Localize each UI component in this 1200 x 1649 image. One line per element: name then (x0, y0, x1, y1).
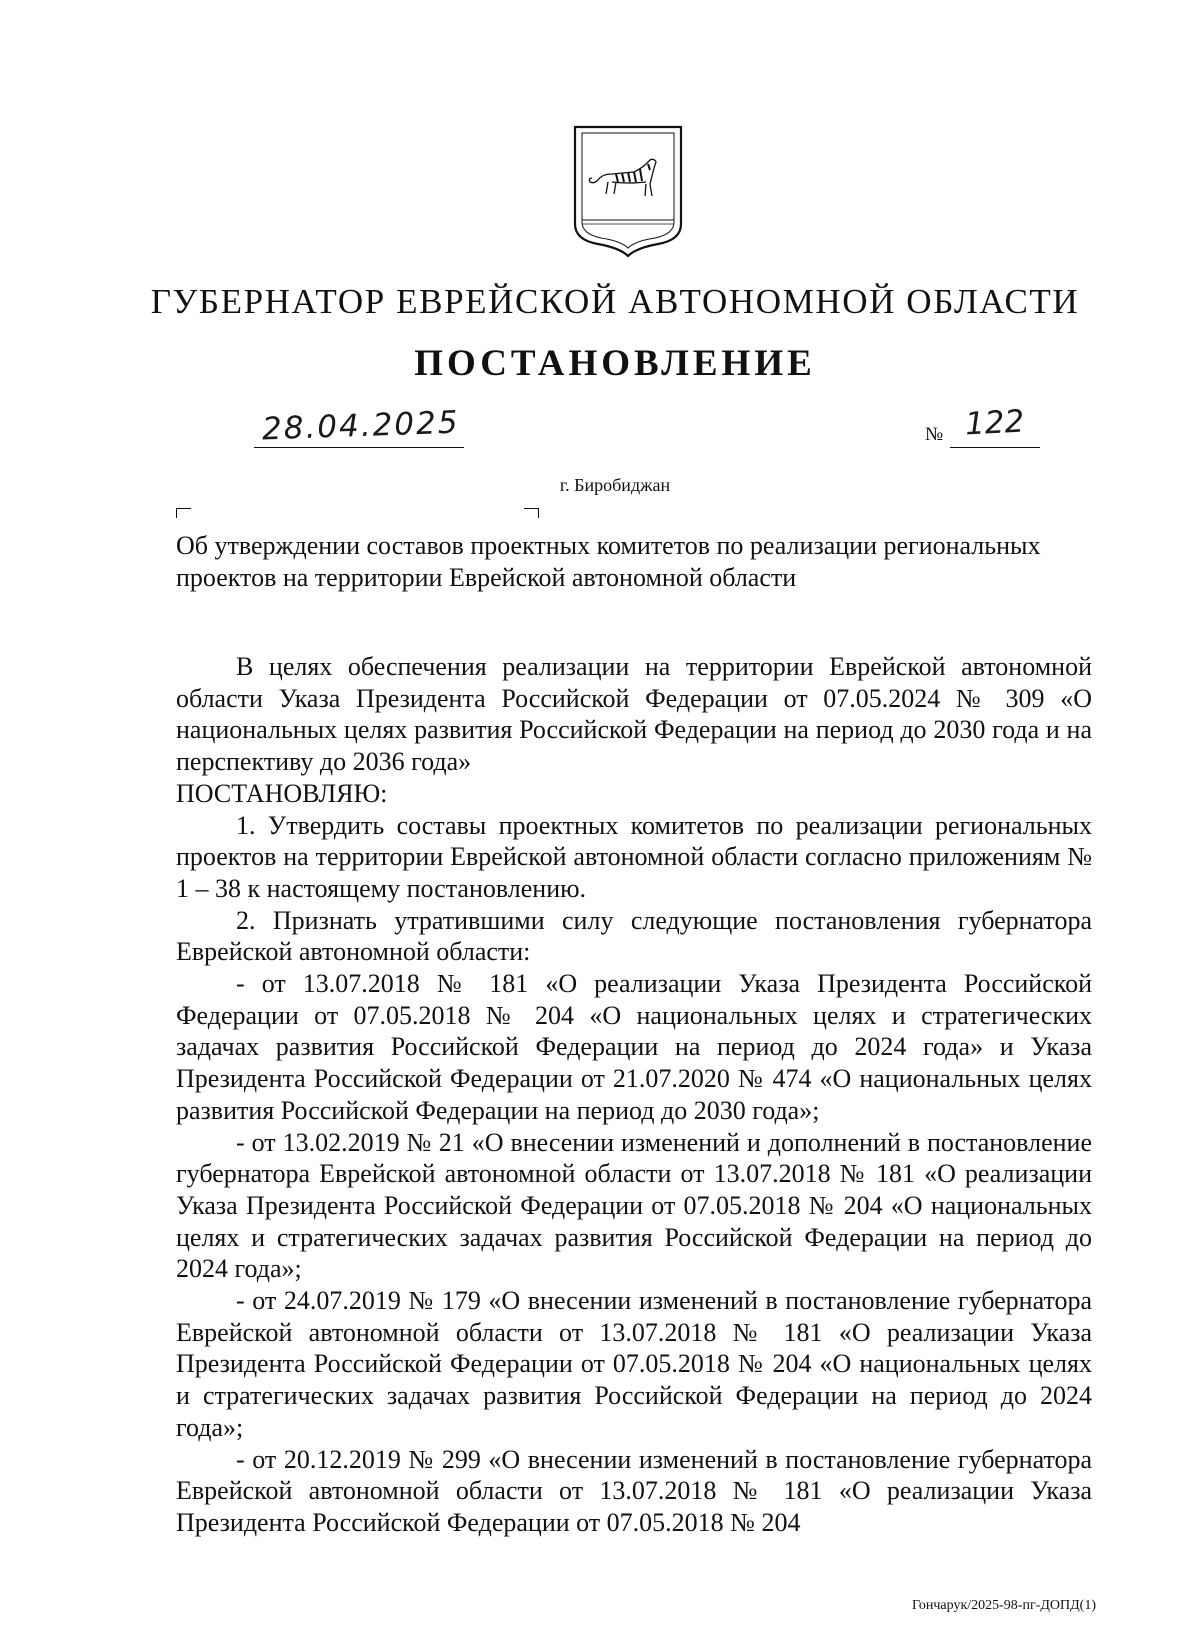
subject-corner-mark-right (524, 508, 539, 518)
item-2-paragraph: 2. Признать утратившими силу следующие постановления губернатора Еврейской автономной области: (176, 905, 1092, 967)
issuing-authority: ГУБЕРНАТОР ЕВРЕЙСКОЙ АВТОНОМНОЙ ОБЛАСТИ (150, 282, 1080, 321)
number-underline (950, 447, 1040, 448)
number-sign: № (925, 424, 944, 445)
handwritten-date: 28.04.2025 (261, 404, 461, 448)
date-underline (254, 447, 464, 448)
item-1-paragraph: 1. Утвердить составы проектных комитетов по реализации региональных проектов на территории Еврейской автономной области согласно приложениям № 1 – 38 к настоящему постановлению. (176, 810, 1092, 903)
preamble-paragraph: В целях обеспечения реализации на территории Еврейской автономной области Указа Президента Российской Федерации от 07.05.2024 № 309 «О национальных целях развития Российской Федерации на период до 2030 года и на перспективу до 2036 года» (176, 652, 1092, 777)
repeal-item-2: - от 13.02.2019 № 21 «О внесении изменений и дополнений в постановление губернатора Еврейской автономной области от 13.07.2018 № 181 «О реализации Указа Президента Российской Федерации от 07.05.2018 № 204 «О национальных целях и стратегических задачах развития Российской Федерации на период до 2024 года»; (176, 1127, 1092, 1284)
repeal-item-4: - от 20.12.2019 № 299 «О внесении изменений в постановление губернатора Еврейской автономной области от 13.07.2018 № 181 «О реализации Указа Президента Российской Федерации от 07.05.2018 № 204 (176, 1444, 1092, 1537)
handwritten-number: 122 (964, 403, 1026, 443)
tiger-coat-of-arms-icon (572, 124, 684, 258)
document-body (176, 651, 1092, 1539)
document-type-title: ПОСТАНОВЛЕНИЕ (414, 343, 816, 384)
subject-corner-mark-left (176, 508, 191, 518)
issue-city: г. Биробиджан (559, 475, 671, 495)
repeal-item-3: - от 24.07.2019 № 179 «О внесении изменений в постановление губернатора Еврейской автономной области от 13.07.2018 № 181 «О реализации Указа Президента Российской Федерации от 07.05.2018 № 204 «О национальных целях и стратегических задачах развития Российской Федерации на период до 2024 года»; (176, 1286, 1092, 1442)
document-footer-code: Гончарук/2025-98-пг-ДОПД(1) (912, 1598, 1096, 1613)
repeal-item-1: - от 13.07.2018 № 181 «О реализации Указа Президента Российской Федерации от 07.05.2018 № 204 «О национальных целях и стратегических задачах развития Российской Федерации на период до 2024 года» и Указа Президента Российской Федерации от 21.07.2020 № 474 «О национальных целях развития Российской Федерации на период до 2030 года»; (176, 969, 1092, 1125)
document-subject: Об утверждении составов проектных комитетов по реализации региональных проектов на территории Еврейской автономной области (176, 531, 1041, 592)
resolve-word: ПОСТАНОВЛЯЮ: (176, 778, 388, 808)
